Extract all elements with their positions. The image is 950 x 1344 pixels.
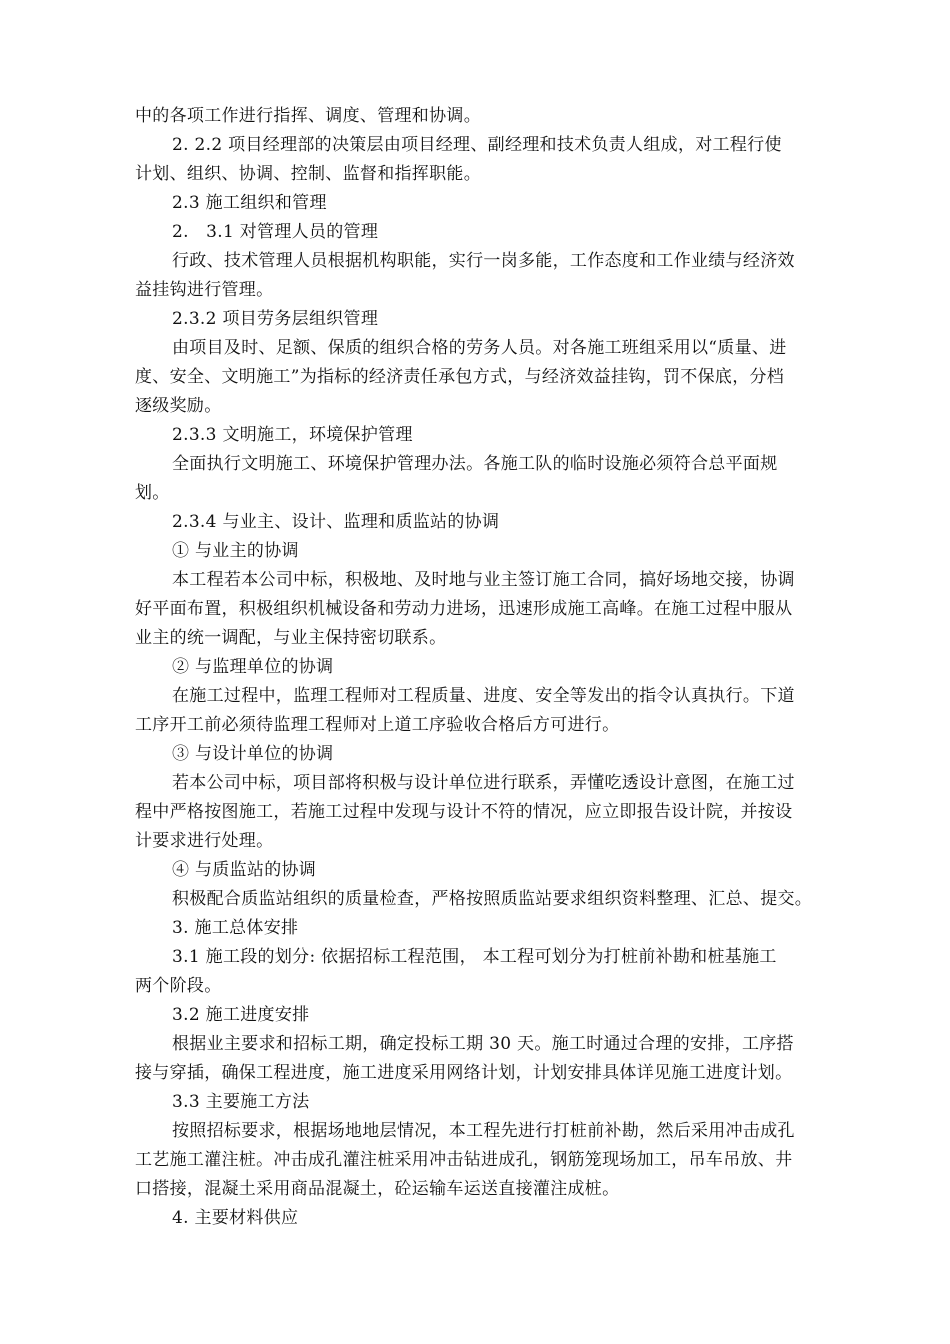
- text-line: 3.1 施工段的划分: 依据招标工程范围， 本工程可划分为打桩前补勘和桩基施工: [172, 947, 777, 967]
- section-heading: 3. 施工总体安排: [172, 918, 299, 938]
- text-line: 本工程若本公司中标，积极地、及时地与业主签订施工合同，搞好场地交接，协调: [172, 570, 795, 590]
- text-line: 划。: [135, 483, 170, 503]
- text-line: 业主的统一调配，与业主保持密切联系。: [135, 628, 447, 648]
- text-line: 行政、技术管理人员根据机构职能，实行一岗多能，工作态度和工作业绩与经济效: [172, 251, 795, 271]
- text-line: 按照招标要求，根据场地地层情况，本工程先进行打桩前补勘，然后采用冲击成孔: [172, 1121, 795, 1141]
- section-heading: 2.3.2 项目劳务层组织管理: [172, 309, 379, 329]
- text-line: 在施工过程中，监理工程师对工程质量、进度、安全等发出的指令认真执行。下道: [172, 686, 795, 706]
- section-heading: 2.3 施工组织和管理: [172, 193, 327, 213]
- section-heading: 4. 主要材料供应: [172, 1208, 299, 1228]
- text-line: 工序开工前必须待监理工程师对上道工序验收合格后方可进行。: [135, 715, 620, 735]
- list-item-heading: ② 与监理单位的协调: [172, 657, 334, 677]
- section-heading: 3.2 施工进度安排: [172, 1005, 310, 1025]
- section-heading: 2. 3.1 对管理人员的管理: [172, 222, 379, 242]
- text-line: 度、安全、文明施工”为指标的经济责任承包方式，与经济效益挂钩，罚不保底，分档: [135, 367, 785, 387]
- text-line: 程中严格按图施工，若施工过程中发现与设计不符的情况，应立即报告设计院，并按设: [135, 802, 793, 822]
- text-line: 口搭接，混凝土采用商品混凝土，砼运输车运送直接灌注成桩。: [135, 1179, 620, 1199]
- text-line: 由项目及时、足额、保质的组织合格的劳务人员。对各施工班组采用以“质量、进: [172, 338, 787, 358]
- text-line: 工艺施工灌注桩。冲击成孔灌注桩采用冲击钻进成孔，钢筋笼现场加工，吊车吊放、井: [135, 1150, 793, 1170]
- text-line: 接与穿插，确保工程进度，施工进度采用网络计划，计划安排具体详见施工进度计划。: [135, 1063, 793, 1083]
- section-heading: 3.3 主要施工方法: [172, 1092, 310, 1112]
- text-line: 根据业主要求和招标工期，确定投标工期 30 天。施工时通过合理的安排，工序搭: [172, 1034, 794, 1054]
- text-line: 积极配合质监站组织的质量检查，严格按照质监站要求组织资料整理、汇总、提交。: [172, 889, 813, 909]
- text-line: 2. 2.2 项目经理部的决策层由项目经理、副经理和技术负责人组成，对工程行使: [172, 135, 782, 155]
- text-line: 全面执行文明施工、环境保护管理办法。各施工队的临时设施必须符合总平面规: [172, 454, 778, 474]
- text-line: 计要求进行处理。: [135, 831, 274, 851]
- section-heading: 2.3.3 文明施工，环境保护管理: [172, 425, 413, 445]
- text-line: 计划、组织、协调、控制、监督和指挥职能。: [135, 164, 481, 184]
- text-line: 若本公司中标，项目部将积极与设计单位进行联系，弄懂吃透设计意图，在施工过: [172, 773, 795, 793]
- list-item-heading: ③ 与设计单位的协调: [172, 744, 334, 764]
- list-item-heading: ① 与业主的协调: [172, 541, 299, 561]
- text-line: 逐级奖励。: [135, 396, 222, 416]
- list-item-heading: ④ 与质监站的协调: [172, 860, 317, 880]
- text-line: 中的各项工作进行指挥、调度、管理和协调。: [135, 106, 481, 126]
- text-line: 两个阶段。: [135, 976, 222, 996]
- section-heading: 2.3.4 与业主、设计、监理和质监站的协调: [172, 512, 500, 532]
- text-line: 好平面布置，积极组织机械设备和劳动力进场，迅速形成施工高峰。在施工过程中服从: [135, 599, 793, 619]
- text-line: 益挂钩进行管理。: [135, 280, 274, 300]
